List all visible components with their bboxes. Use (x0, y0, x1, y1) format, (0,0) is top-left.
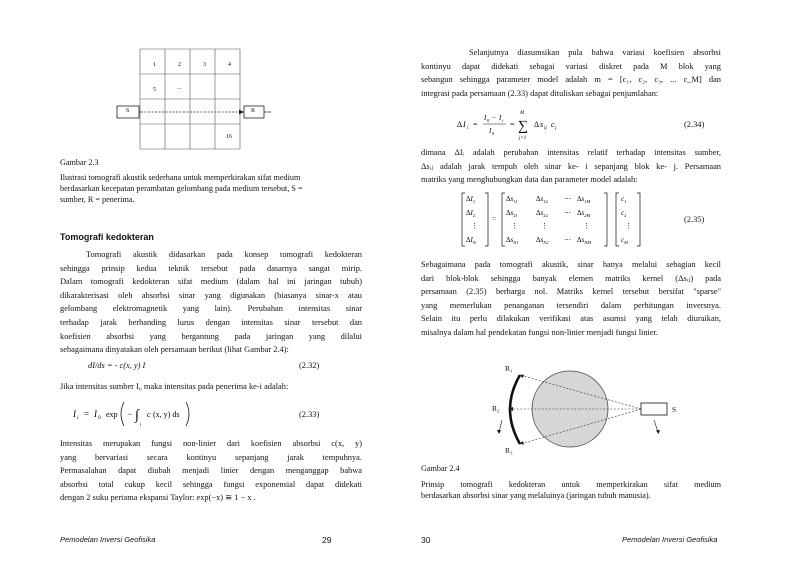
label-r2: R₂ (492, 404, 500, 413)
svg-text:⋮: ⋮ (625, 222, 632, 230)
right-page-number: 30 (421, 535, 431, 545)
figure-2-4-caption (421, 463, 721, 501)
svg-text:=: = (510, 120, 515, 129)
svg-text:I: I (484, 114, 487, 122)
svg-text:⋯: ⋯ (564, 209, 571, 217)
caption-line: sumber, R = penerima. (60, 195, 135, 204)
svg-text:I: I (73, 409, 76, 419)
svg-text:j=1: j=1 (519, 136, 527, 141)
svg-text:c2: $c_2$ (621, 209, 627, 218)
right-paragraph-3 (421, 258, 721, 340)
svg-text:c: c (147, 410, 151, 419)
svg-text:ΔIN: $\Delta I_N$ (466, 236, 476, 245)
svg-text:0: 0 (487, 118, 490, 123)
svg-text:ΔsN1: $\Delta s_{N1}$ (506, 236, 519, 245)
svg-text:ΔI1: $\Delta I_1$ (466, 195, 476, 204)
right-paragraph-2 (421, 146, 721, 187)
receiver-label: R (251, 108, 256, 114)
svg-text:ij: ij (544, 126, 547, 131)
svg-text:ΔsNM: $\Delta s_{NM}$ (577, 236, 591, 245)
left-page-number: 29 (322, 535, 332, 545)
svg-text:Δs21: $\Delta s_{21}$ (506, 209, 518, 218)
svg-text:I: I (489, 127, 492, 135)
text-line: persamaan (2.35) berharga nol. Matriks kernel tersebut bersifat "sparse" (421, 287, 721, 297)
svg-text:s: s (540, 120, 544, 129)
svg-text:ΔI2: $\Delta I_2$ (466, 209, 476, 218)
svg-text:cM: $c_M$ (621, 236, 628, 245)
equation-number-2-33: (2.33) (299, 410, 320, 419)
equation-2-34-graphic (456, 107, 626, 143)
label-r1: R₁ (505, 364, 513, 373)
text-line: sebangun sehingga parameter model adalah m = [c₁, c₂, c₃, ... c_M] dan (421, 75, 721, 85)
svg-text:exp: exp (106, 410, 118, 419)
text-line: matriks yang menghubungkan data dan parameter model adalah: (421, 175, 638, 185)
figure-2-3 (95, 45, 285, 155)
source-box (641, 403, 667, 415)
left-paragraph-1 (60, 248, 362, 357)
svg-text:i: i (467, 126, 469, 131)
svg-text:Δs2M: $\Delta s_{2M}$ (577, 209, 591, 218)
text-line: sehingga prinsip kedua teknik tersebut pada dasarnya sangat mirip. (60, 263, 362, 273)
svg-text:Δs11: $\Delta s_{11}$ (506, 195, 518, 204)
svg-text:i: i (77, 415, 79, 421)
equation-2-33 (72, 397, 202, 431)
svg-text:⋮: ⋮ (583, 222, 590, 230)
text-line: Tomografi akustik didasarkan pada konsep tomografi kedokteran (86, 250, 362, 259)
svg-text:⋯: ⋯ (564, 195, 571, 203)
svg-text:i: i (140, 423, 142, 428)
svg-text:(x, y) ds: (x, y) ds (153, 410, 180, 419)
right-footer-title: Pemodelan Inversi Geofisika (622, 535, 718, 544)
svg-text:⋮: ⋮ (541, 222, 548, 230)
figure-2-4 (490, 362, 690, 457)
svg-text:−: − (127, 409, 133, 419)
svg-text:Δs12: $\Delta s_{12}$ (536, 195, 548, 204)
label-source: S (672, 405, 677, 414)
text-line: misalnya dalam hal pendekatan fungsi non-linier menjadi fungsi linier. (421, 327, 658, 337)
svg-text:∫: ∫ (135, 408, 139, 423)
text-line: dengan 2 suku pertama ekspansi Taylor: exp(−x) ≅ 1 − x . (60, 493, 256, 503)
text-line: Sebagaimana pada tomografi akustik, sinar hanya melalui sebagian kecil (421, 260, 721, 269)
caption-line: berdasarkan kecepatan perambatan gelombang pada medium tersebut, S = (60, 184, 303, 193)
svg-text:Δ: Δ (457, 120, 463, 129)
equation-2-35 (461, 190, 661, 250)
grid-label-1: 1 (153, 62, 156, 68)
svg-text:=: = (84, 409, 90, 419)
text-line: Selanjutnya diasumsikan pula bahwa variasi koefisien absorbsi (469, 48, 721, 57)
text-line: yang memerlukan penanganan tersendiri dalam perhitungan inversnya. (421, 300, 721, 310)
grid-label-3: 3 (203, 62, 206, 68)
equation-2-35-graphic (461, 190, 661, 250)
svg-text:⋯: ⋯ (564, 236, 571, 244)
text-before-eq-2-33: Jika intensitas sumber I₀ maka intensitas pada penerima ke-i adalah: (60, 382, 289, 391)
text-line: Intensitas merupakan fungsi non-linier dari koefisien absorbsi c(x, y) (60, 439, 362, 448)
svg-text:c: c (551, 120, 555, 129)
svg-text:I: I (499, 114, 502, 122)
source-label: S (126, 108, 130, 114)
equation-number-2-34: (2.34) (684, 120, 705, 129)
grid-label-ellipsis: ... (177, 85, 182, 91)
svg-text:0: 0 (98, 415, 101, 421)
svg-text:Δ: Δ (534, 120, 540, 129)
text-line: Dalam tomografi kedokteran sifat medium (dalam hal ini jaringan tubuh) (60, 277, 362, 287)
equation-2-34 (456, 107, 626, 143)
svg-text:j: j (555, 126, 557, 131)
svg-text:I: I (463, 120, 466, 129)
svg-text:Δs1M: $\Delta s_{1M}$ (577, 195, 591, 204)
svg-text:⋮: ⋮ (511, 222, 518, 230)
text-line: Δsᵢⱼ adalah jarak tempuh oleh sinar ke- i sepanjang blok ke- j. Persamaan (421, 161, 721, 171)
text-line: gelombang elektromagnetik yang lain). Perubahan intensitas sinar (60, 304, 362, 314)
caption-title: Gambar 2.3 (60, 158, 99, 167)
caption-line: Prinsip tomografi kedokteran untuk memperkirakan sifat medium (421, 480, 721, 489)
text-line: yang bervariasi secara kontinyu sepanjang jarak tempuhnya. (60, 452, 362, 462)
svg-text:Δs22: $\Delta s_{22}$ (536, 209, 548, 218)
equation-number-2-35: (2.35) (684, 215, 705, 224)
svg-text:⋮: ⋮ (471, 222, 478, 230)
text-line: absorbsi total cukup kecil sehingga fungsi exponensial dapat didekati (60, 479, 362, 489)
figure-2-3-caption (60, 157, 362, 205)
svg-text:−: − (492, 114, 496, 122)
text-line: sebagaimana dinyatakan oleh persamaan berikut (lihat Gambar 2.4): (60, 345, 289, 355)
text-line: koefisien absorbsi yang bergantung pada jaringan yang dilalui (60, 331, 362, 341)
text-line: dari blok-blok sehingga banyak elemen matriks kernel (Δsᵢⱼ) pada (421, 273, 721, 283)
label-r3: R₃ (505, 446, 513, 455)
caption-title: Gambar 2.4 (421, 464, 460, 473)
svg-text:=: = (492, 215, 496, 223)
svg-text:ΔsN2: $\Delta s_{N2}$ (536, 236, 549, 245)
equation-2-32: dI/ds = - c(x, y) I (88, 361, 146, 370)
svg-text:M: M (520, 111, 525, 116)
svg-text:0: 0 (492, 131, 495, 136)
grid-label-2: 2 (178, 62, 181, 68)
caption-line: Ilustrasi tomografi akustik sederhana untuk memperkirakan sifat medium (60, 173, 301, 182)
equation-number-2-32: (2.32) (299, 361, 320, 370)
text-line: dimana ΔIᵢ adalah perubahan intensitas relatif terhadap intensitas sumber, (421, 148, 721, 157)
caption-line: berdasarkan absorbsi sinar yang melaluinya (jaringan tubuh manusia). (421, 491, 651, 500)
svg-text:=: = (473, 120, 478, 129)
text-line: kontinyu dapat didekati sebagai variasi diskret pada M blok yang (421, 61, 721, 71)
grid-label-5: 5 (153, 87, 156, 93)
equation-2-33-graphic (72, 397, 202, 431)
svg-text:I: I (94, 409, 97, 419)
svg-text:∑: ∑ (518, 119, 528, 134)
text-line: dikarakterisasi oleh absorbsi sinar yang digunakan (biasanya sinar-x atau (60, 290, 362, 300)
left-footer-title: Pemodelan Inversi Geofisika (60, 535, 156, 544)
grid-label-16: 16 (226, 134, 232, 140)
text-line: Permasalahan dapat diubah menjadi linier dengan menganggap bahwa (60, 466, 362, 476)
text-line: integrasi pada persamaan (2.33) dapat dituliskan sebagai penjumlahan: (421, 88, 659, 98)
left-paragraph-2 (60, 437, 362, 505)
grid-label-4: 4 (228, 62, 231, 68)
svg-text:i: i (502, 118, 504, 123)
svg-text:c1: $c_1$ (621, 195, 627, 204)
right-paragraph-1 (421, 46, 721, 100)
text-line: terhadap jarak berbanding lurus dengan intensitas sinar tersebut dan (60, 317, 362, 327)
section-heading: Tomografi kedokteran (60, 232, 154, 242)
text-line: Selain itu perlu dilakukan verifikasi atas asumsi yang telah diuraikan, (421, 314, 721, 324)
